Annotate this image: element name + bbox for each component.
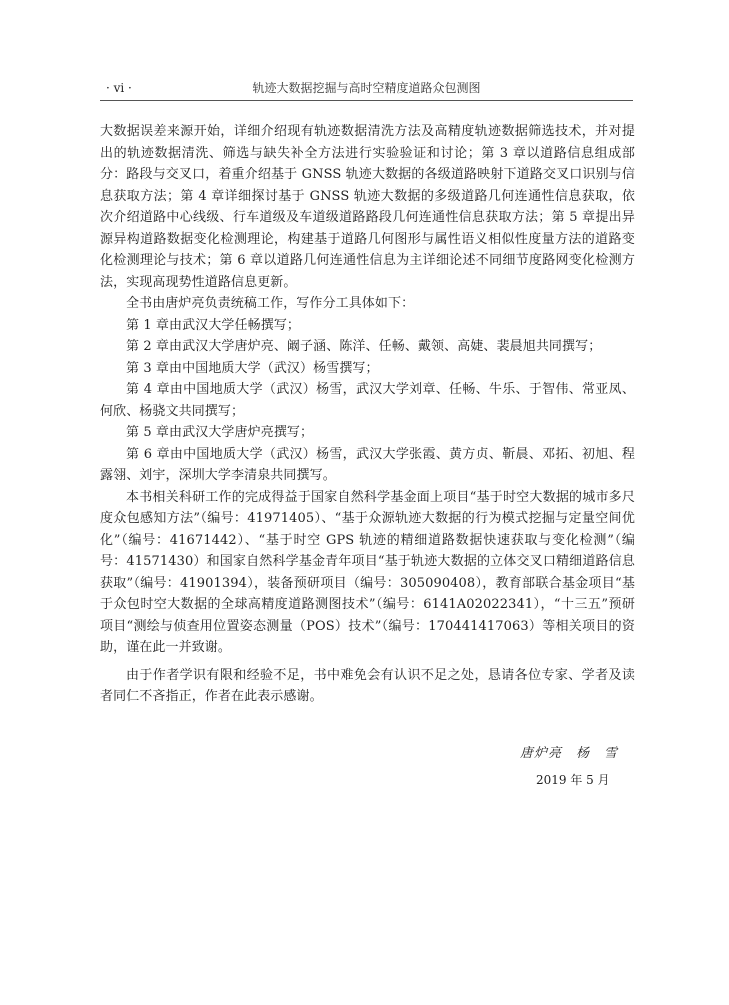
paragraph-chapter-6: 第 6 章由中国地质大学（武汉）杨雪，武汉大学张霞、黄方贞、靳晨、邓拓、初旭、程露翎、刘宇，深圳大学李清泉共同撰写。: [100, 446, 635, 483]
paragraph-closing: 由于作者学识有限和经验不足，书中难免会有认识不足之处，恳请各位专家、学者及读者同仁不吝指正，作者在此表示感谢。: [100, 667, 635, 704]
paragraph-chapter-1: 第 1 章由武汉大学任畅撰写；: [126, 317, 301, 333]
paragraph-chapter-3: 第 3 章由中国地质大学（武汉）杨雪撰写；: [126, 360, 379, 376]
paragraph-chapter-4: 第 4 章由中国地质大学（武汉）杨雪，武汉大学刘章、任畅、牛乐、于智伟、常亚凤、何欣、杨骁文共同撰写；: [100, 382, 635, 419]
signature-date: 2019 年 5 月: [536, 773, 610, 787]
paragraph-chapter-2: 第 2 章由武汉大学唐炉亮、阚子涵、陈洋、任畅、戴领、高婕、裴晨旭共同撰写；: [126, 339, 602, 354]
preface-body: [100, 121, 635, 708]
paragraph-acknowledgement: 本书相关科研工作的完成得益于国家自然科学基金面上项目“基于时空大数据的城市多尺度众包感知方法”（编号：41971405）、“基于众源轨迹大数据的行为模式挖掘与定量空间优化”（编号：41671442）、“基于时空 GPS 轨迹的精细道路数据快速获取与变化检测”（编号：41571430）和国家自然科学基金青年项目“基于轨迹大数据的立体交叉口精细道路信息获取”（编号：41901394），装备预研项目（编号：305090408），教育部联合基金项目“基于众包时空大数据的全球高精度道路测图技术”（编号：6141A02022341），“十三五”预研项目“测绘与侦查用位置姿态测量（POS）技术”（编号：170441417063）等相关项目的资助，谨在此一并致谢。: [100, 489, 635, 655]
author-signature: 唐炉亮 杨 雪: [520, 746, 619, 761]
paragraph-chapter-5: 第 5 章由武汉大学唐炉亮撰写；: [126, 425, 314, 440]
paragraph-authorship: 全书由唐炉亮负责统稿工作，写作分工具体如下：: [126, 296, 415, 311]
page-number: · vi ·: [106, 81, 132, 95]
paragraph-intro-continued: 大数据误差来源开始，详细介绍现有轨迹数据清洗方法及高精度轨迹数据筛选技术，并对提出的轨迹数据清洗、筛选与缺失补全方法进行实验验证和讨论；第 3 章以道路信息组成部分：路段与交叉口，着重介绍基于 GNSS 轨迹大数据的各级道路映射下道路交叉口识别与信息获取方法；第 4 章详细探讨基于 GNSS 轨迹大数据的多级道路几何连通性信息获取，依次介绍道路中心线级、行车道级及车道级道路路段几何连通性信息获取方法；第 5 章提出异源异构道路数据变化检测理论，构建基于道路几何图形与属性语义相似性度量方法的道路变化检测理论与技术；第 6 章以道路几何连通性信息为主详细论述不同细节度路网变化检测方法，实现高现势性道路信息更新。: [100, 124, 635, 290]
running-header: [100, 80, 633, 100]
header-rule: [100, 100, 633, 101]
book-title: 轨迹大数据挖掘与高时空精度道路众包测图: [252, 81, 481, 95]
